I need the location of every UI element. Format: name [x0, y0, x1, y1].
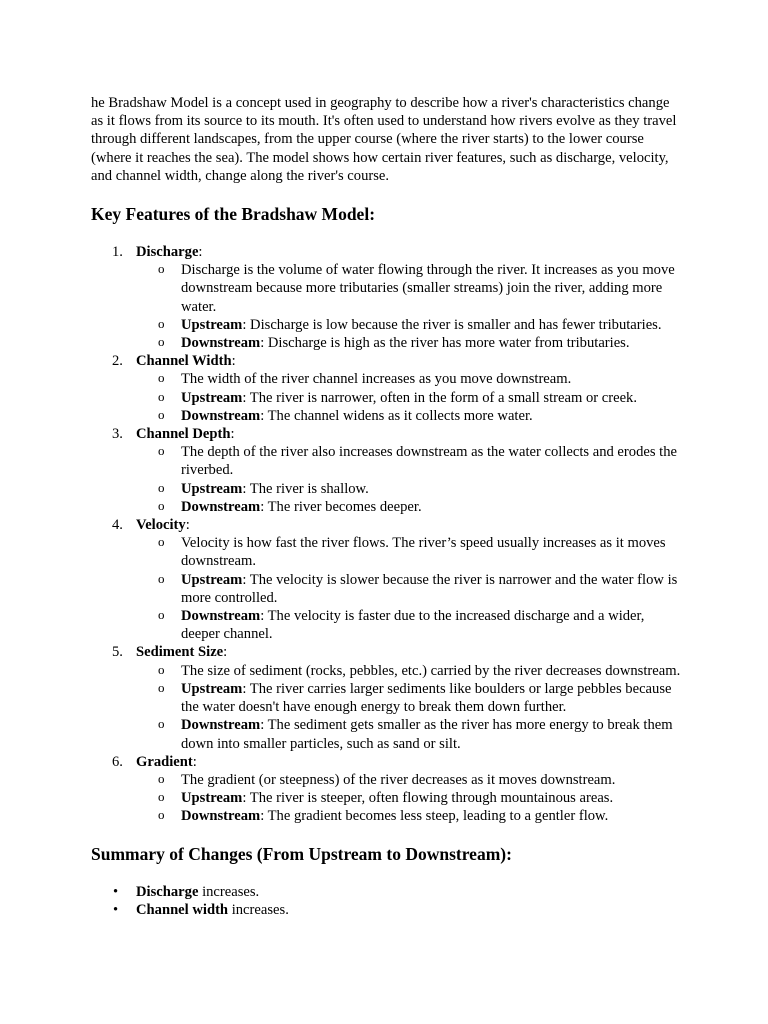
sub-item-label: Downstream — [181, 498, 261, 515]
feature-number: 2. — [112, 353, 123, 370]
circle-bullet-icon: o — [158, 443, 165, 459]
sub-item-text: : The velocity is faster due to the increased discharge and a wider, deeper channel. — [181, 608, 645, 643]
sub-item-text: : The velocity is slower because the river is narrower and the water flow is more controlled. — [181, 571, 678, 606]
sub-item-text: : The sediment gets smaller as the river has more energy to break them down into smaller particles, such as sand or silt. — [181, 717, 673, 752]
sub-item-text: : The gradient becomes less steep, leading to a gentler flow. — [260, 808, 609, 825]
feature-colon: : — [230, 426, 235, 443]
summary-heading: Summary of Changes (From Upstream to Downstream): — [91, 843, 512, 864]
feature-item-sediment-size — [91, 643, 691, 752]
intro-paragraph: he Bradshaw Model is a concept used in geography to describe how a river's characteristics change as it flows from its source to its mouth. It's often used to understand how rivers evolve as they travel through different landscapes, from the upper course (where the river starts) to the lower course (where it reaches the sea). The model shows how certain river features, such as discharge, velocity, and channel width, change along the river's course. — [91, 95, 677, 184]
sub-item-text: : Discharge is low because the river is smaller and has fewer tributaries. — [242, 316, 662, 333]
circle-bullet-icon: o — [158, 334, 165, 350]
sub-item-text: : The channel widens as it collects more water. — [260, 407, 533, 424]
sub-item — [136, 534, 681, 570]
feature-item-discharge — [91, 243, 691, 352]
feature-number: 3. — [112, 426, 123, 443]
feature-title: Sediment Size — [136, 644, 224, 661]
key-features-heading: Key Features of the Bradshaw Model: — [91, 204, 376, 225]
sub-item-label: Downstream — [181, 608, 261, 625]
sub-item-label: Downstream — [181, 808, 261, 825]
feature-sublist — [136, 662, 691, 753]
sub-item — [136, 662, 681, 680]
features-list — [91, 243, 691, 826]
summary-item — [91, 883, 691, 901]
sub-item — [136, 607, 681, 643]
circle-bullet-icon: o — [158, 315, 165, 331]
sub-item-text: The width of the river channel increases as you move downstream. — [181, 371, 572, 388]
feature-title: Discharge — [136, 244, 199, 261]
feature-number: 5. — [112, 644, 123, 661]
sub-item-label: Upstream — [181, 316, 243, 333]
circle-bullet-icon: o — [158, 607, 165, 623]
feature-item-gradient — [91, 753, 691, 826]
sub-item — [136, 716, 681, 752]
feature-number: 6. — [112, 753, 123, 770]
feature-colon: : — [223, 644, 228, 661]
sub-item — [136, 571, 681, 607]
sub-item-text: The gradient (or steepness) of the river decreases as it moves downstream. — [181, 771, 616, 788]
feature-title: Channel Depth — [136, 426, 231, 443]
sub-item — [136, 443, 681, 479]
summary-item-label: Discharge — [136, 883, 199, 900]
feature-item-channel-width — [91, 352, 691, 425]
feature-sublist — [136, 261, 691, 352]
feature-colon: : — [185, 517, 190, 534]
document-page — [91, 94, 691, 919]
sub-item-text: Velocity is how fast the river flows. The river’s speed usually increases as it moves downstream. — [181, 535, 666, 570]
sub-item — [136, 334, 681, 352]
circle-bullet-icon: o — [158, 716, 165, 732]
sub-item-label: Upstream — [181, 790, 243, 807]
feature-sublist — [136, 534, 691, 643]
sub-item — [136, 370, 681, 388]
sub-item-text: : The river carries larger sediments like boulders or large pebbles because the water doesn't have enough energy to break them down further. — [181, 680, 672, 716]
sub-item-text: : The river becomes deeper. — [260, 498, 422, 515]
sub-item-label: Upstream — [181, 680, 243, 697]
circle-bullet-icon: o — [158, 770, 165, 786]
sub-item — [136, 498, 681, 516]
sub-item-text: The depth of the river also increases downstream as the water collects and erodes the riverbed. — [181, 444, 677, 479]
circle-bullet-icon: o — [158, 406, 165, 422]
circle-bullet-icon: o — [158, 679, 165, 695]
feature-item-velocity — [91, 516, 691, 643]
summary-item-text: increases. — [198, 883, 260, 900]
circle-bullet-icon: o — [158, 570, 165, 586]
circle-bullet-icon: o — [158, 661, 165, 677]
summary-item-label: Channel width — [136, 901, 229, 918]
sub-item-text: : Discharge is high as the river has more water from tributaries. — [260, 335, 630, 352]
bullet-dot-icon: • — [113, 883, 119, 900]
sub-item-label: Downstream — [181, 407, 261, 424]
sub-item-label: Upstream — [181, 389, 243, 406]
sub-item-label: Downstream — [181, 335, 261, 352]
sub-item-text: : The river is steeper, often flowing through mountainous areas. — [242, 790, 614, 807]
summary-list — [91, 883, 691, 919]
circle-bullet-icon: o — [158, 261, 165, 277]
sub-item — [136, 789, 681, 807]
sub-item-label: Upstream — [181, 571, 243, 588]
sub-item — [136, 389, 681, 407]
circle-bullet-icon: o — [158, 534, 165, 550]
sub-item-label: Downstream — [181, 717, 261, 734]
bullet-dot-icon: • — [113, 901, 119, 918]
feature-number: 4. — [112, 517, 123, 534]
sub-item — [136, 316, 681, 334]
feature-sublist — [136, 370, 691, 425]
summary-item — [91, 901, 691, 919]
sub-item-text: : The river is shallow. — [242, 480, 369, 497]
feature-sublist — [136, 443, 691, 516]
feature-title: Channel Width — [136, 353, 232, 370]
circle-bullet-icon: o — [158, 479, 165, 495]
sub-item-label: Upstream — [181, 480, 243, 497]
feature-title: Gradient — [136, 753, 193, 770]
sub-item — [136, 807, 681, 825]
circle-bullet-icon: o — [158, 497, 165, 513]
sub-item — [136, 261, 681, 316]
circle-bullet-icon: o — [158, 388, 165, 404]
feature-colon: : — [192, 753, 197, 770]
feature-item-channel-depth — [91, 425, 691, 516]
sub-item-text: : The river is narrower, often in the form of a small stream or creek. — [242, 389, 637, 406]
summary-item-text: increases. — [228, 901, 289, 918]
sub-item-text: The size of sediment (rocks, pebbles, etc.) carried by the river decreases downstream. — [181, 662, 681, 679]
sub-item-text: Discharge is the volume of water flowing through the river. It increases as you move downstream because more tributaries (smaller streams) join the river, adding more water. — [181, 262, 675, 315]
circle-bullet-icon: o — [158, 807, 165, 823]
feature-number: 1. — [112, 244, 123, 261]
sub-item — [136, 771, 681, 789]
sub-item — [136, 480, 681, 498]
feature-colon: : — [198, 244, 203, 261]
feature-sublist — [136, 771, 691, 826]
circle-bullet-icon: o — [158, 789, 165, 805]
circle-bullet-icon: o — [158, 370, 165, 386]
feature-colon: : — [231, 353, 236, 370]
sub-item — [136, 407, 681, 425]
sub-item — [136, 680, 681, 716]
feature-title: Velocity — [136, 517, 186, 534]
